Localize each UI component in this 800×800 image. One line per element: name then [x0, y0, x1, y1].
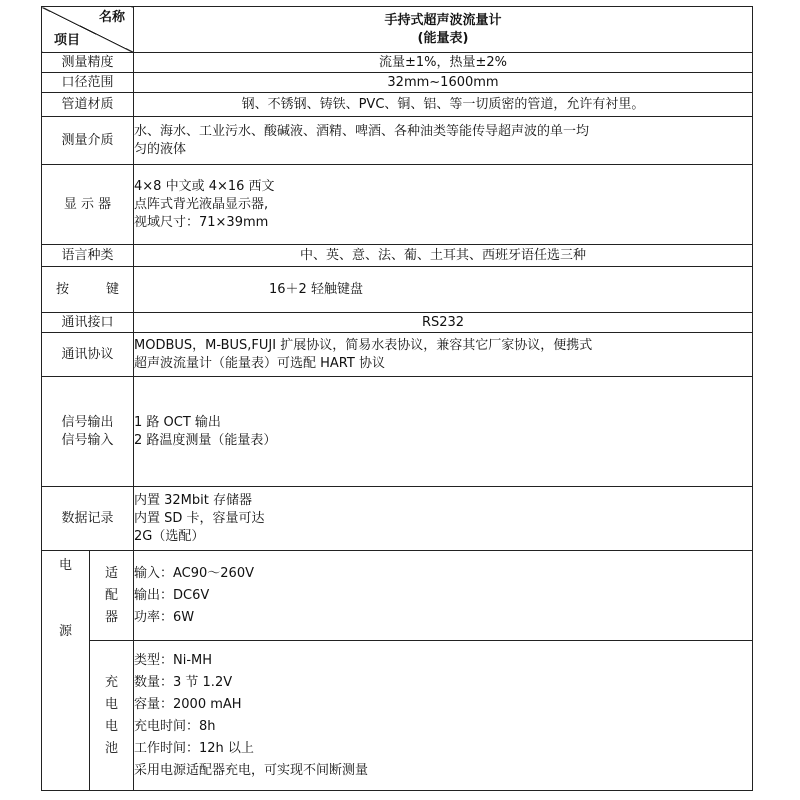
medium-line-1: 水、海水、工业污水、酸碱液、酒精、啤酒、各种油类等能传导超声波的单一均: [134, 123, 590, 139]
row-label-battery: [90, 641, 134, 791]
battery-label-char-3: 电: [104, 718, 118, 734]
power-label-char-2: 源: [58, 624, 72, 639]
row-value-signal: [134, 377, 753, 487]
signal-line-1: 1 路 OCT 输出: [134, 414, 221, 430]
table-row: [42, 93, 753, 117]
row-value-battery: [134, 641, 753, 791]
row-value-medium: [134, 117, 753, 165]
row-label-interface: 通讯接口: [42, 313, 134, 333]
row-label-language: 语言种类: [42, 245, 134, 267]
adapter-line-3: 功率：6W: [134, 609, 195, 625]
battery-label-char-2: 电: [104, 696, 118, 712]
row-label-protocol: 通讯协议: [42, 333, 134, 377]
product-subtitle: (能量表): [417, 30, 469, 46]
table-row: [42, 267, 753, 313]
table-row: [42, 551, 753, 641]
protocol-line-1: MODBUS，M-BUS,FUJI 扩展协议，简易水表协议，兼容其它厂家协议，便携式: [134, 337, 593, 353]
table-row-header: [42, 7, 753, 53]
row-label-diameter: 口径范围: [42, 73, 134, 93]
battery-line-4: 充电时间：8h: [134, 718, 216, 734]
row-label-keys: [42, 267, 134, 313]
record-line-3: 2G（选配）: [134, 528, 205, 544]
header-name-label: 名称: [98, 10, 125, 25]
table-row: [42, 487, 753, 551]
record-line-1: 内置 32Mbit 存储器: [134, 492, 252, 508]
row-label-display: 显 示 器: [42, 165, 134, 245]
header-item-label: 项目: [54, 33, 81, 48]
table-row: [42, 641, 753, 791]
table-row: [42, 53, 753, 73]
row-value-interface: RS232: [134, 313, 753, 333]
display-line-3: 视域尺寸：71×39mm: [134, 214, 269, 230]
row-label-material: 管道材质: [42, 93, 134, 117]
table-row: [42, 245, 753, 267]
adapter-label-char-1: 适: [104, 565, 118, 581]
row-label-power: [42, 551, 90, 791]
row-value-adapter: [134, 551, 753, 641]
product-title: 手持式超声波流量计: [384, 12, 502, 28]
protocol-line-2: 超声波流量计（能量表）可选配 HART 协议: [134, 355, 385, 371]
table-row: [42, 73, 753, 93]
signal-line-2: 2 路温度测量（能量表）: [134, 432, 277, 448]
row-label-medium: 测量介质: [42, 117, 134, 165]
table-row: [42, 165, 753, 245]
battery-line-1: 类型：Ni-MH: [134, 652, 213, 668]
row-label-adapter: [90, 551, 134, 641]
spec-table: [41, 6, 753, 791]
table-row: [42, 313, 753, 333]
battery-line-5: 工作时间：12h 以上: [134, 740, 254, 756]
row-value-record: [134, 487, 753, 551]
table-row: [42, 377, 753, 487]
keys-label-right: 键: [105, 281, 119, 297]
row-value-material: 钢、不锈钢、铸铁、PVC、铜、铝、等一切质密的管道，允许有衬里。: [134, 93, 753, 117]
display-line-2: 点阵式背光液晶显示器,: [134, 196, 269, 212]
signal-label-1: 信号输出: [61, 414, 114, 430]
battery-line-2: 数量：3 节 1.2V: [134, 674, 233, 690]
table-row: [42, 333, 753, 377]
adapter-line-2: 输出：DC6V: [134, 587, 210, 603]
power-label-char-1: 电: [58, 558, 72, 573]
row-value-accuracy: 流量±1%，热量±2%: [134, 53, 753, 73]
row-label-accuracy: 测量精度: [42, 53, 134, 73]
battery-label-char-1: 充: [104, 674, 118, 690]
row-value-display: [134, 165, 753, 245]
signal-label-2: 信号输入: [61, 432, 114, 448]
battery-line-3: 容量：2000 mAH: [134, 696, 242, 712]
adapter-label-char-2: 配: [104, 587, 118, 603]
row-value-protocol: [134, 333, 753, 377]
row-value-diameter: 32mm~1600mm: [134, 73, 753, 93]
display-line-1: 4×8 中文或 4×16 西文: [134, 178, 275, 194]
battery-line-6: 采用电源适配器充电，可实现不间断测量: [134, 762, 369, 778]
row-label-record: 数据记录: [42, 487, 134, 551]
adapter-line-1: 输入：AC90～260V: [134, 565, 254, 581]
battery-label-char-4: 池: [104, 740, 118, 756]
medium-line-2: 匀的液体: [134, 141, 187, 157]
row-value-language: 中、英、意、法、葡、土耳其、西班牙语任选三种: [134, 245, 753, 267]
adapter-label-char-3: 器: [104, 609, 118, 625]
keys-label-left: 按: [56, 281, 70, 297]
record-line-2: 内置 SD 卡，容量可达: [134, 510, 265, 526]
row-value-keys: 16＋2 轻触键盘: [134, 267, 753, 313]
header-diagonal-cell: [42, 7, 134, 53]
table-row: [42, 117, 753, 165]
product-title-cell: [134, 7, 753, 53]
row-label-signal: [42, 377, 134, 487]
